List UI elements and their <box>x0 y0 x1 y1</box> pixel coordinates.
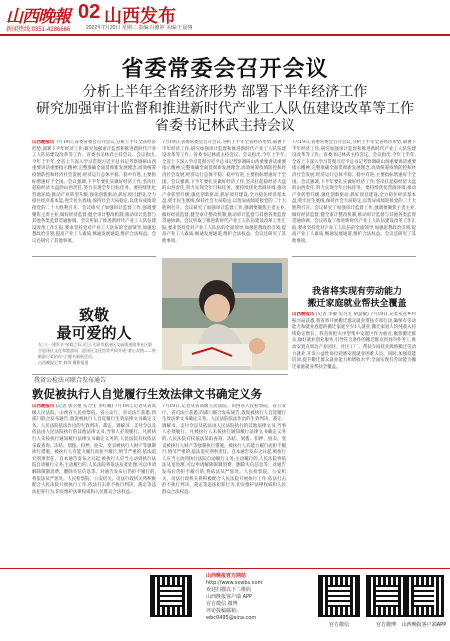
masthead <box>0 0 450 36</box>
feature-title-2: 最可爱的人 <box>56 324 132 342</box>
qr-label-app: 山西晚报客户端APP <box>401 622 447 628</box>
second-story-kicker: 我省公检法司联合发布通告 <box>34 377 107 384</box>
second-story-text: 7月19日,记者从省高级人民法院、山西省人民检察院、省公安厅、省司法厅获悉,四部门联合发布通告,敦促被执行人自觉履行生效法律文书确定义务。人民法院依法作出的生效判决、裁定、调解书、支付令以及依法由人民法院执行的其他法律文书,当事人必须履行。凡被执行人未按执行通知履行法律文书确定义务的,人民法院有权依法采取查询、冻结、划拨、扣押、拍卖、变卖被执行人财产等强制执行措施。被执行人有能力履行而拒不履行,情节严重的,依法追究刑事责任。自本通告发布之日起,被执行人应当主动到执行法院自动履行义务;主动履行的,人民法院将依法从宽处理,可以申请解除限制消费、删除失信信息等。对通告发布后仍拒不履行的,将依法从严惩处。人民检察院、公安机关、司法行政机关将积极配合人民法院开展执行工作,依法打击拒不执行判决、裁定等违法犯罪行为,切实维护法律权威和人民群众合法权益。 <box>32 404 156 495</box>
second-story-col-1 <box>32 404 156 564</box>
second-story-dateline: 山西晚报讯 <box>32 404 55 409</box>
right-feature-body <box>292 312 416 562</box>
divider <box>32 256 156 257</box>
right-feature-text: 7月19日,记者从省乡村振兴局获悉,我省将开展搬迁群众就业帮扶专项行动,确保有劳动能力和就业意愿的搬迁家庭至少1人就业,搬迁家庭人均纯收入持续稳定增长。我省将把大中型集中安置区作为重点,聚焦搬迁群众,做好就业创业服务,引导符合条件的搬迁群众到县内外务工,推动安置点周边产业园区、社区工厂、帮扶车间优先吸纳搬迁劳动力就业,开发公益性岗位兜底安置就业困难人员。同时,加强技能培训,提升搬迁群众就业能力和增收水平,全面实现有劳动能力搬迁家庭就业帮扶全覆盖。 <box>292 312 416 370</box>
second-story-title: 敦促被执行人自觉履行生效法律文书确定义务 <box>32 387 262 401</box>
divider <box>292 256 416 257</box>
lead-subtitle-3: 省委书记林武主持会议 <box>155 118 295 134</box>
page-number: 02 <box>78 1 101 23</box>
second-story-byline: (记者 郭卫艳 实习生 李红曦) <box>55 404 114 409</box>
right-feature-dateline: 山西晚报讯 <box>292 312 315 317</box>
lead-headline: 省委常委会召开会议 <box>121 57 329 82</box>
lead-body-text: 7月19日,省委常委会召开会议,分析上半年全省经济形势,部署下半年经济工作;研究加强审计监督和推进新时代产业工人队伍建设改革等工作。省委书记林武主持会议。会议指出,今年上半年,全省上下深入学习贯彻习近平总书记考察调研山西重要讲话重要指示精神,完整准确全面贯彻新发展理念,高效统筹疫情防控和经济社会发展,经济运行总体平稳、稳中有进,主要指标增速好于全国。会议强调,下半年要扎实做好经济工作,坚决扛起稳经济大盘的山西责任,努力实现全年目标任务。要持续优化营商环境,推动产业转型升级,强化创新驱动,抓好项目建设,全力稳住经济基本盘,兜牢民生底线,保持社会大局稳定,以优异成绩迎接党的二十大胜利召开。会议研究了加强审计监督工作,强调要聚焦主责主业,做好经济监督,健全审计整改机制,推动审计监督与其他各类监督贯通协调。会议听取了推进新时代产业工人队伍建设改革工作汇报,要求坚持党对产业工人队伍的全面领导,加强思想政治引领,提高产业工人素质,畅通发展通道,维护合法权益。会议还研究了其他事项。 <box>32 140 156 244</box>
right-feature-title-2: 搬迁家庭就业帮扶全覆盖 <box>307 299 407 309</box>
lead-dateline: 山西晚报讯 <box>32 140 55 145</box>
lead-body-col-1 <box>32 140 156 250</box>
qr-code-app[interactable] <box>404 575 444 617</box>
qr-label-weibo: 官方微博 <box>375 622 396 628</box>
ad-line-5: 官方微信 微博 <box>206 601 238 607</box>
ad-line-6: 评论投稿邮箱: <box>206 608 238 614</box>
footer <box>0 568 450 641</box>
feature-caption: 在"八一建军节"来临之际,近日,太原市迎泽区文庙街道南华社区联合迎泽区文化和旅游局、迎泽区文化馆等共同开展"童心双拥——致敬最可爱的你"主题书画展活动。 山西晚报记者 林涛 摄影报道 <box>38 342 156 365</box>
ad-line-1: 山西晚报官方网站 <box>206 573 247 579</box>
lead-body-col-3 <box>292 140 416 252</box>
footer-ad <box>206 573 311 629</box>
ad-line-4: 山西晚报客户端 APP <box>206 594 253 600</box>
qr-code-wechat[interactable] <box>318 575 360 617</box>
hotline: 新闻热线:0351-4286666 <box>6 27 71 33</box>
second-story-col-2 <box>162 404 286 564</box>
lead-body-text-cont: 7月19日,省委常委会召开会议,分析上半年全省经济形势,部署下半年经济工作;研究加强审计监督和推进新时代产业工人队伍建设改革等工作。省委书记林武主持会议。会议指出,今年上半年,全省上下深入学习贯彻习近平总书记考察调研山西重要讲话重要指示精神,完整准确全面贯彻新发展理念,高效统筹疫情防控和经济社会发展,经济运行总体平稳、稳中有进,主要指标增速好于全国。会议强调,下半年要扎实做好经济工作,坚决扛起稳经济大盘的山西责任,努力实现全年目标任务。要持续优化营商环境,推动产业转型升级,强化创新驱动,抓好项目建设,全力稳住经济基本盘,兜牢民生底线,保持社会大局稳定,以优异成绩迎接党的二十大胜利召开。会议研究了加强审计监督工作,强调要聚焦主责主业,做好经济监督,健全审计整改机制,推动审计监督与其他各类监督贯通协调。会议听取了推进新时代产业工人队伍建设改革工作汇报,要求坚持党对产业工人队伍的全面领导,加强思想政治引领,提高产业工人素质,畅通发展通道,维护合法权益。会议还研究了其他事项。 <box>162 140 286 244</box>
section-title: 山西发布 <box>104 6 176 27</box>
divider <box>32 374 288 375</box>
qr-code <box>150 575 192 617</box>
ad-line-3: 欢迎扫描以下二维码 <box>206 587 252 593</box>
right-feature-byline: (记者 李静 实习生 胡慧敏) <box>315 312 369 317</box>
right-feature-title-1: 我省将实现有劳动能力 <box>311 287 402 297</box>
qr-code-weibo[interactable] <box>366 575 408 617</box>
newspaper-logo: 山西晚報 <box>6 7 70 27</box>
lead-subtitle-1: 分析上半年全省经济形势 部署下半年经济工作 <box>82 84 368 100</box>
ad-line-7: wbc0495@sina.com <box>206 615 257 621</box>
lead-subtitle-2: 研究加强审计监督和推进新时代产业工人队伍建设改革等工作 <box>36 101 414 117</box>
ad-line-2: http://www.sxwbs.com <box>206 580 263 586</box>
second-story-text-cont: 7月19日,记者从省高级人民法院、山西省人民检察院、省公安厅、省司法厅获悉,四部门联合发布通告,敦促被执行人自觉履行生效法律文书确定义务。人民法院依法作出的生效判决、裁定、调解书、支付令以及依法由人民法院执行的其他法律文书,当事人必须履行。凡被执行人未按执行通知履行法律文书确定义务的,人民法院有权依法采取查询、冻结、划拨、扣押、拍卖、变卖被执行人财产等强制执行措施。被执行人有能力履行而拒不履行,情节严重的,依法追究刑事责任。自本通告发布之日起,被执行人应当主动到执行法院自动履行义务;主动履行的,人民法院将依法从宽处理,可以申请解除限制消费、删除失信信息等。对通告发布后仍拒不履行的,将依法从严惩处。人民检察院、公安机关、司法行政机关将积极配合人民法院开展执行工作,依法打击拒不执行判决、裁定等违法犯罪行为,切实维护法律权威和人民群众合法权益。 <box>162 404 286 495</box>
feature-title-1: 致敬 <box>78 306 109 324</box>
children-painting-photo <box>162 258 288 370</box>
edition-info: 2022年7月20日 星期三 责编:冯雅婷 美编:王晨翔 <box>86 25 193 31</box>
lead-body-text-cont-2: 7月19日,省委常委会召开会议,分析上半年全省经济形势,部署下半年经济工作;研究加强审计监督和推进新时代产业工人队伍建设改革等工作。省委书记林武主持会议。会议指出,今年上半年,全省上下深入学习贯彻习近平总书记考察调研山西重要讲话重要指示精神,完整准确全面贯彻新发展理念,高效统筹疫情防控和经济社会发展,经济运行总体平稳、稳中有进,主要指标增速好于全国。会议强调,下半年要扎实做好经济工作,坚决扛起稳经济大盘的山西责任,努力实现全年目标任务。要持续优化营商环境,推动产业转型升级,强化创新驱动,抓好项目建设,全力稳住经济基本盘,兜牢民生底线,保持社会大局稳定,以优异成绩迎接党的二十大胜利召开。会议研究了加强审计监督工作,强调要聚焦主责主业,做好经济监督,健全审计整改机制,推动审计监督与其他各类监督贯通协调。会议听取了推进新时代产业工人队伍建设改革工作汇报,要求坚持党对产业工人队伍的全面领导,加强思想政治引领,提高产业工人素质,畅通发展通道,维护合法权益。会议还研究了其他事项。 <box>292 140 416 244</box>
qr-label-wechat: 官方微信 <box>328 622 349 628</box>
